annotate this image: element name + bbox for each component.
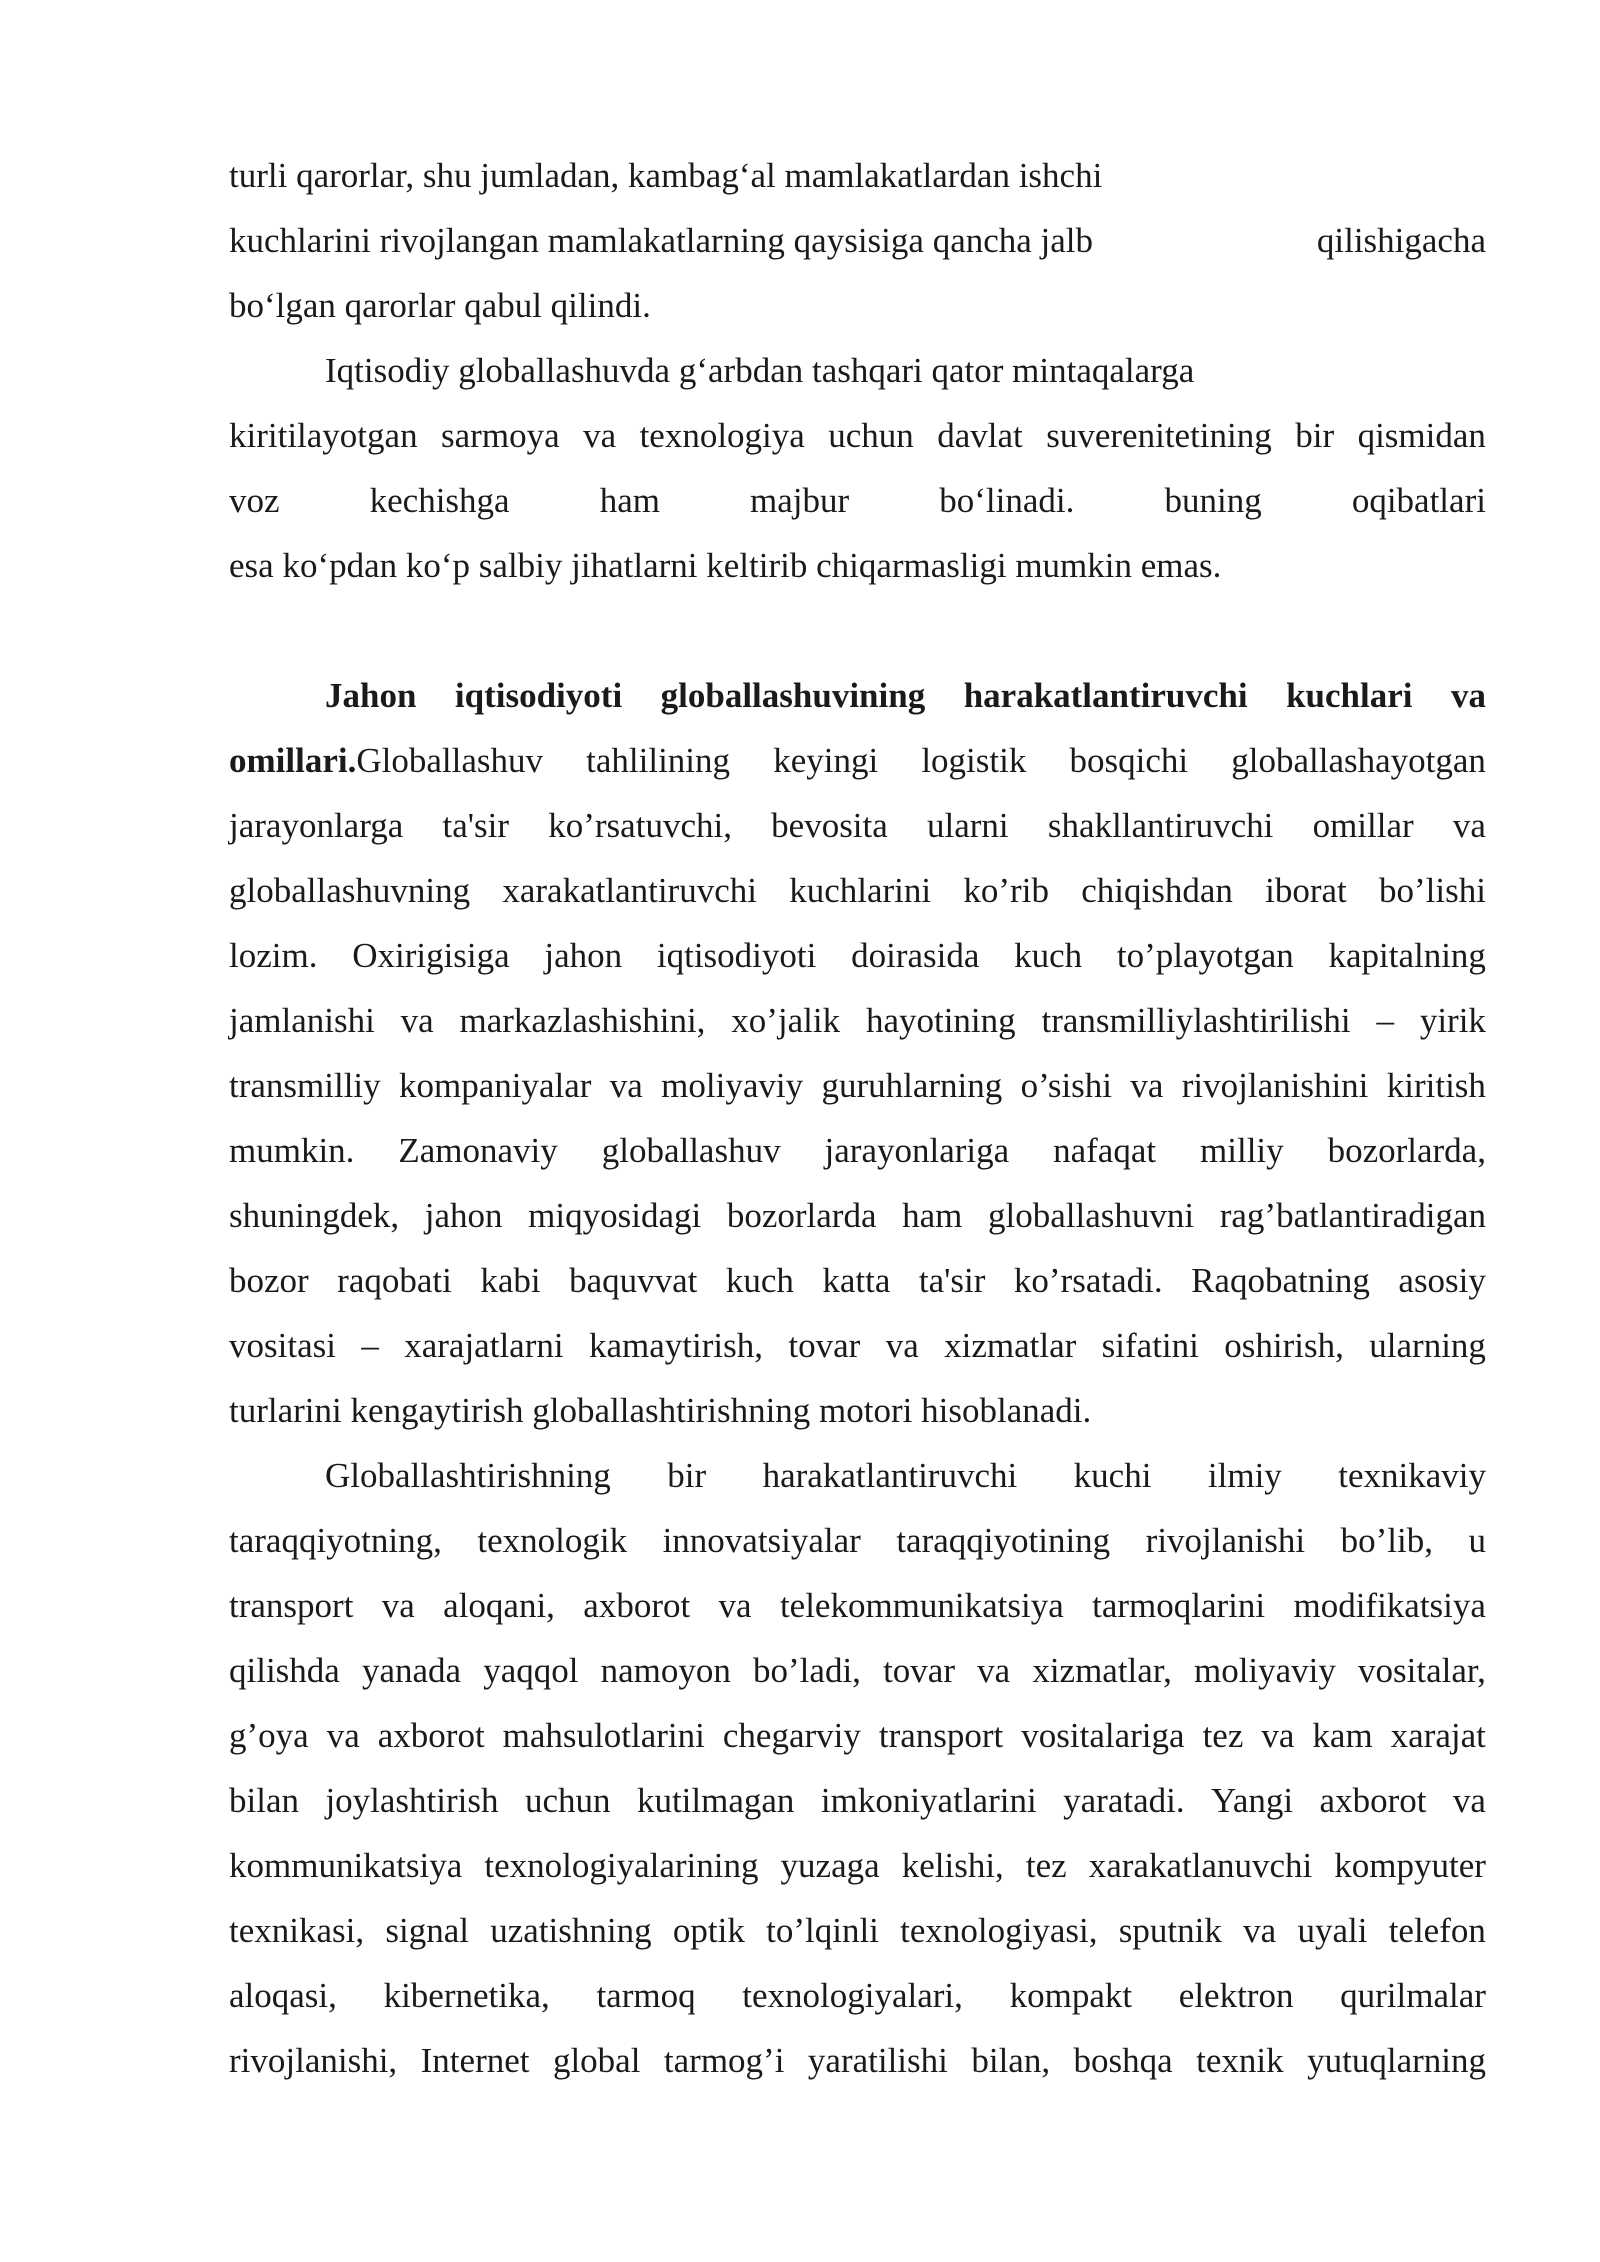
section-heading-end: omillari. xyxy=(229,741,357,780)
word: tahlilining xyxy=(586,741,731,780)
word: jahon xyxy=(544,936,623,975)
word: miqyosidagi xyxy=(528,1196,702,1235)
word: texnologik xyxy=(477,1521,628,1560)
word: va xyxy=(1452,1781,1486,1820)
word: jahon xyxy=(424,1196,503,1235)
paragraph-2-line-2 xyxy=(229,403,1486,468)
word: tarmoqlarini xyxy=(1092,1586,1266,1625)
section-heading xyxy=(229,663,1486,728)
paragraph-3-line-4 xyxy=(229,923,1486,988)
word: asosiy xyxy=(1398,1261,1486,1300)
paragraph-4-line-6 xyxy=(229,1768,1486,1833)
word: baquvvat xyxy=(569,1261,698,1300)
word: global xyxy=(552,2041,641,2080)
word: texnologiyalarining xyxy=(484,1846,759,1885)
paragraph-3-body xyxy=(229,793,1486,1378)
word: raqobati xyxy=(337,1261,452,1300)
word: jarayonlarga xyxy=(229,806,404,845)
word: kapitalning xyxy=(1328,936,1486,975)
word: bozorlarda, xyxy=(1327,1131,1486,1170)
word: keyingi xyxy=(773,741,879,780)
word: globallashayotgan xyxy=(1231,741,1486,780)
word: innovatsiyalar xyxy=(662,1521,861,1560)
word: xarakatlantiruvchi xyxy=(502,871,757,910)
word: kutilmagan xyxy=(636,1781,795,1820)
word: yanada xyxy=(361,1651,462,1690)
word: tez xyxy=(1202,1716,1244,1755)
word: yuzaga xyxy=(780,1846,880,1885)
word: axborot xyxy=(377,1716,485,1755)
word: va xyxy=(1450,676,1486,715)
word: bozor xyxy=(229,1261,309,1300)
text-block-top xyxy=(229,143,1486,598)
word: tovar xyxy=(788,1326,861,1365)
paragraph-3-line-5 xyxy=(229,988,1486,1053)
paragraph-1-line-1: turli qarorlar, shu jumladan, kambag‘al mamlakatlardan ishchi xyxy=(229,156,1103,195)
word: imkoniyatlarini xyxy=(820,1781,1037,1820)
word: ta'sir xyxy=(442,806,510,845)
word: yaratilishi xyxy=(807,2041,948,2080)
paragraph-4-line-2 xyxy=(229,1508,1486,1573)
word: aloqasi, xyxy=(229,1976,337,2015)
word: kechishga xyxy=(369,481,510,520)
word: telefon xyxy=(1388,1911,1486,1950)
word: bilan, xyxy=(971,2041,1051,2080)
word: suverenitetining xyxy=(1046,416,1272,455)
paragraph-3-line-3 xyxy=(229,858,1486,923)
paragraph-2-line-1: Iqtisodiy globallashuvda g‘arbdan tashqari qator mintaqalarga xyxy=(325,351,1195,390)
word: iqtisodiyoti xyxy=(454,676,623,715)
word: doirasida xyxy=(851,936,980,975)
word: transport xyxy=(229,1586,354,1625)
word: majbur xyxy=(750,481,850,520)
word: iborat xyxy=(1265,871,1347,910)
word: rivojlanishi, xyxy=(229,2041,398,2080)
word: logistik xyxy=(921,741,1027,780)
paragraph-4-line-9 xyxy=(229,1963,1486,2028)
word: – xyxy=(361,1326,379,1365)
word: ham xyxy=(902,1196,963,1235)
word: transport xyxy=(878,1716,1004,1755)
word: ko’rsatuvchi, xyxy=(548,806,732,845)
word: sputnik xyxy=(1118,1911,1222,1950)
word: va xyxy=(1261,1716,1295,1755)
word: uchun xyxy=(828,416,914,455)
word: moliyaviy xyxy=(1193,1651,1336,1690)
word: axborot xyxy=(1319,1781,1427,1820)
word: yaqqol xyxy=(483,1651,579,1690)
word: ularning xyxy=(1369,1326,1486,1365)
word: xarakatlanuvchi xyxy=(1088,1846,1313,1885)
word: markazlashishini, xyxy=(459,1001,706,1040)
word: rivojlanishi xyxy=(1145,1521,1306,1560)
paragraph-4-line-8 xyxy=(229,1898,1486,1963)
word: bo’ladi, xyxy=(753,1651,861,1690)
word: bosqichi xyxy=(1069,741,1189,780)
word: yutuqlarning xyxy=(1307,2041,1486,2080)
word: bir xyxy=(1295,416,1335,455)
word: mahsulotlarini xyxy=(502,1716,705,1755)
word: Globallashtirishning xyxy=(325,1456,611,1495)
word: oqibatlari xyxy=(1351,481,1486,520)
word: kommunikatsiya xyxy=(229,1846,463,1885)
word: globallashuvning xyxy=(229,871,471,910)
word: va xyxy=(718,1586,752,1625)
word: xizmatlar xyxy=(944,1326,1077,1365)
word: kibernetika, xyxy=(383,1976,550,2015)
word: xizmatlar, xyxy=(1032,1651,1172,1690)
word: globallashuv xyxy=(601,1131,781,1170)
word: optik xyxy=(672,1911,745,1950)
word: bo‘linadi. xyxy=(939,481,1075,520)
word: jarayonlariga xyxy=(824,1131,1010,1170)
word: kiritish xyxy=(1386,1066,1486,1105)
word: bevosita xyxy=(771,806,888,845)
word: o’sishi xyxy=(1020,1066,1113,1105)
word: hayotining xyxy=(865,1001,1016,1040)
paragraph-2-line-3 xyxy=(229,468,1486,533)
word: va xyxy=(381,1586,415,1625)
word: vositasi xyxy=(229,1326,336,1365)
word: harakatlantiruvchi xyxy=(762,1456,1018,1495)
word: kuch xyxy=(1014,936,1083,975)
word: tarmoq xyxy=(596,1976,696,2015)
word: tez xyxy=(1025,1846,1067,1885)
word: Jahon xyxy=(325,676,417,715)
word: g’oya xyxy=(229,1716,309,1755)
word: uzatishning xyxy=(490,1911,652,1950)
word: buning xyxy=(1164,481,1262,520)
word: transmilliy xyxy=(229,1066,381,1105)
word: kuchlari xyxy=(1286,676,1413,715)
word: davlat xyxy=(937,416,1023,455)
paragraph-4-line-4 xyxy=(229,1638,1486,1703)
paragraph-3-line-2 xyxy=(229,793,1486,858)
word: vositalar, xyxy=(1358,1651,1486,1690)
word: Zamonaviy xyxy=(398,1131,558,1170)
word: xarajat xyxy=(1390,1716,1486,1755)
word: va xyxy=(326,1716,360,1755)
word: – xyxy=(1376,1001,1394,1040)
word: texnologiya xyxy=(639,416,805,455)
paragraph-2-line-4: esa ko‘pdan ko‘p salbiy jihatlarni keltirib chiqarmasligi mumkin emas. xyxy=(229,546,1222,585)
word: kam xyxy=(1312,1716,1373,1755)
word: ta'sir xyxy=(918,1261,986,1300)
word: guruhlarning xyxy=(821,1066,1003,1105)
word: mumkin. xyxy=(229,1131,355,1170)
word: bo’lib, xyxy=(1340,1521,1433,1560)
word: kamaytirish, xyxy=(588,1326,763,1365)
word: va xyxy=(1452,806,1486,845)
word: boshqa xyxy=(1073,2041,1173,2080)
paragraph-4-line-10 xyxy=(229,2028,1486,2093)
word: ularni xyxy=(927,806,1009,845)
word: texnikaviy xyxy=(1338,1456,1486,1495)
word: kabi xyxy=(480,1261,541,1300)
word: milliy xyxy=(1200,1131,1284,1170)
word: to’lqinli xyxy=(766,1911,879,1950)
word: katta xyxy=(822,1261,891,1300)
paragraph-3-line-10 xyxy=(229,1313,1486,1378)
word: xarajatlarni xyxy=(404,1326,564,1365)
paragraph-4-body xyxy=(229,1443,1486,2093)
paragraph-3-line-7 xyxy=(229,1118,1486,1183)
word: Oxirigisiga xyxy=(352,936,510,975)
word: chegarviy xyxy=(722,1716,861,1755)
word: bozorlarda xyxy=(726,1196,877,1235)
paragraph-3-line-6 xyxy=(229,1053,1486,1118)
word: tovar xyxy=(883,1651,955,1690)
paragraph-3-line-9 xyxy=(229,1248,1486,1313)
word: qismidan xyxy=(1357,416,1486,455)
word: shuningdek, xyxy=(229,1196,400,1235)
paragraph-1-line-2 xyxy=(229,208,1486,273)
word: elektron xyxy=(1178,1976,1294,2015)
word: kuch xyxy=(725,1261,794,1300)
word: texnikasi, xyxy=(229,1911,365,1950)
text-block-main xyxy=(229,663,1486,2093)
word: signal xyxy=(385,1911,469,1950)
paragraph-3-line-1 xyxy=(229,728,1486,793)
word: kelishi, xyxy=(901,1846,1004,1885)
word: qilishda xyxy=(229,1651,340,1690)
word: bilan xyxy=(229,1781,299,1820)
word: joylashtirish xyxy=(325,1781,499,1820)
word: uyali xyxy=(1297,1911,1368,1950)
word: bo’lishi xyxy=(1379,871,1486,910)
paragraph-4-line-7 xyxy=(229,1833,1486,1898)
word: ko’rib xyxy=(963,871,1049,910)
word: sarmoya xyxy=(441,416,560,455)
word: chiqishdan xyxy=(1081,871,1233,910)
paragraph-4-line-3 xyxy=(229,1573,1486,1638)
word: omillar xyxy=(1312,806,1414,845)
word: telekommunikatsiya xyxy=(779,1586,1064,1625)
paragraph-4-line-5 xyxy=(229,1703,1486,1768)
word: texnik xyxy=(1196,2041,1284,2080)
word: axborot xyxy=(583,1586,691,1625)
word: ilmiy xyxy=(1207,1456,1282,1495)
word: namoyon xyxy=(600,1651,731,1690)
word: tarmog’i xyxy=(663,2041,785,2080)
word: aloqani, xyxy=(443,1586,555,1625)
word: kompakt xyxy=(1009,1976,1133,2015)
word: kompaniyalar xyxy=(399,1066,592,1105)
word: Raqobatning xyxy=(1191,1261,1370,1300)
paragraph-3-last-line: turlarini kengaytirish globallashtirishning motori hisoblanadi. xyxy=(229,1391,1092,1430)
word: kompyuter xyxy=(1334,1846,1486,1885)
word: va xyxy=(1243,1911,1277,1950)
word: ko’rsatadi. xyxy=(1013,1261,1163,1300)
word: va xyxy=(400,1001,434,1040)
word: va xyxy=(885,1326,919,1365)
word: sifatini xyxy=(1101,1326,1199,1365)
paragraph-1-line-3: bo‘lgan qarorlar qabul qilindi. xyxy=(229,286,651,325)
word: u xyxy=(1468,1521,1486,1560)
word: yirik xyxy=(1419,1001,1486,1040)
word: transmilliylashtirilishi xyxy=(1041,1001,1351,1040)
word: va xyxy=(583,416,617,455)
word: taraqqiyotning, xyxy=(229,1521,442,1560)
word: lozim. xyxy=(229,936,318,975)
word: iqtisodiyoti xyxy=(656,936,817,975)
paragraph-4-line-1 xyxy=(229,1443,1486,1508)
word: Internet xyxy=(420,2041,530,2080)
word: taraqqiyotining xyxy=(896,1521,1111,1560)
word: Globallashuv xyxy=(356,741,543,780)
word: to’playotgan xyxy=(1116,936,1294,975)
word: kuchi xyxy=(1073,1456,1152,1495)
word: rag’batlantiradigan xyxy=(1219,1196,1486,1235)
paragraph-3-line-8 xyxy=(229,1183,1486,1248)
word: va xyxy=(1130,1066,1164,1105)
word: va xyxy=(977,1651,1011,1690)
word: bir xyxy=(667,1456,707,1495)
word: ham xyxy=(599,481,660,520)
word: oshirish, xyxy=(1224,1326,1344,1365)
word: xo’jalik xyxy=(731,1001,841,1040)
paragraph-3-line-1-rest xyxy=(356,728,1486,793)
word: qurilmalar xyxy=(1340,1976,1486,2015)
word: rivojlanishini xyxy=(1181,1066,1369,1105)
word: globallashuvining xyxy=(660,676,926,715)
word: nafaqat xyxy=(1053,1131,1157,1170)
word: modifikatsiya xyxy=(1293,1586,1486,1625)
word: harakatlantiruvchi xyxy=(963,676,1248,715)
word: globallashuvni xyxy=(988,1196,1195,1235)
word: texnologiyasi, xyxy=(900,1911,1098,1950)
word: Yangi xyxy=(1211,1781,1294,1820)
word: va xyxy=(609,1066,643,1105)
word: shakllantiruvchi xyxy=(1047,806,1274,845)
paragraph-1-line-2-right: qilishigacha xyxy=(1316,221,1486,260)
word: jamlanishi xyxy=(229,1001,375,1040)
word: vositalariga xyxy=(1021,1716,1185,1755)
paragraph-1-line-2-left: kuchlarini rivojlangan mamlakatlarning qaysisiga qancha jalb xyxy=(229,221,1094,260)
word: kiritilayotgan xyxy=(229,416,418,455)
word: uchun xyxy=(524,1781,611,1820)
word: moliyaviy xyxy=(661,1066,804,1105)
word: voz xyxy=(229,481,280,520)
word: texnologiyalari, xyxy=(742,1976,963,2015)
word: yaratadi. xyxy=(1063,1781,1185,1820)
word: kuchlarini xyxy=(789,871,932,910)
